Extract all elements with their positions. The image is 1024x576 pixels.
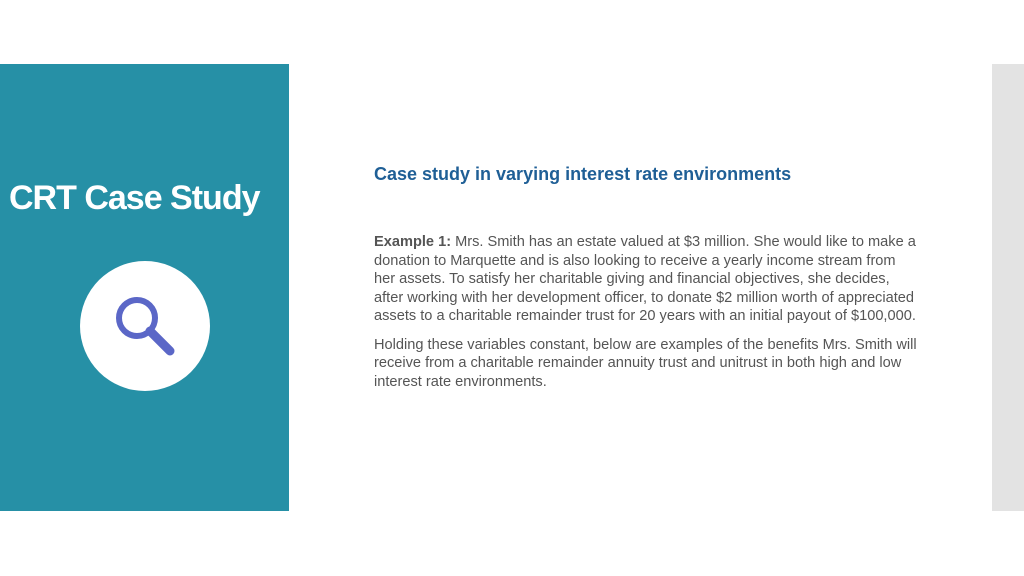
title-panel (0, 64, 289, 511)
side-bar (992, 64, 1024, 511)
example-label: Example 1: (374, 234, 452, 250)
content-area (374, 164, 919, 401)
example-paragraph (374, 233, 919, 326)
slide-subtitle: Case study in varying interest rate environments (374, 164, 792, 184)
magnifying-glass-icon (110, 291, 180, 361)
slide-title: CRT Case Study (9, 179, 260, 217)
closing-paragraph: Holding these variables constant, below are examples of the benefits Mrs. Smith will receive from a charitable remainder annuity trust and unitrust in both high and low interest rate environments. (374, 336, 917, 390)
example-text: Mrs. Smith has an estate valued at $3 million. She would like to make a donation to Marquette and is also looking to receive a yearly income stream from her assets. To satisfy her charitable giving and financial objectives, she decides, after working with her development officer, to donate $2 million worth of appreciated assets to a charitable remainder trust for 20 years with an initial payout of $100,000. (374, 234, 916, 324)
icon-badge (80, 261, 210, 391)
